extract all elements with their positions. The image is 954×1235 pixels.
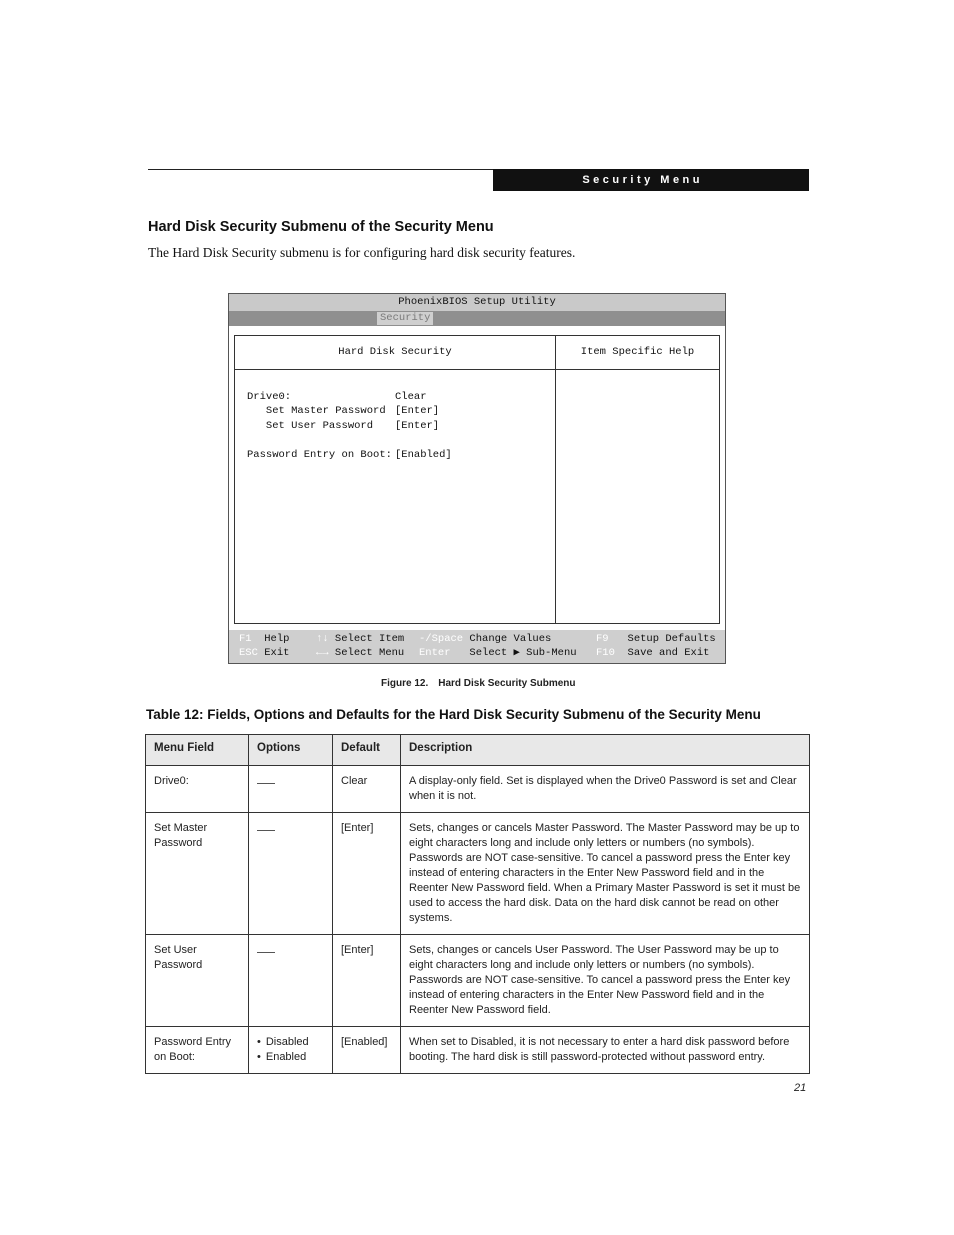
figure-caption-text: Hard Disk Security Submenu bbox=[438, 678, 576, 689]
no-options-dash bbox=[257, 775, 275, 784]
table-row bbox=[146, 766, 810, 813]
table-title: Table 12: Fields, Options and Defaults for the Hard Disk Security Submenu of the Security Menu bbox=[146, 707, 761, 722]
col-header-default: Default bbox=[333, 735, 401, 766]
cell-field: Set Master Password bbox=[146, 813, 249, 935]
figure-number: Figure 12. bbox=[381, 678, 429, 689]
bios-item-drive0-value: Clear bbox=[395, 391, 427, 403]
footer-f1: F1 Help bbox=[239, 633, 290, 645]
header-rule bbox=[148, 169, 493, 170]
bios-item-user-password-value[interactable]: [Enter] bbox=[395, 420, 440, 432]
footer-select-item: ↑↓ Select Item bbox=[316, 633, 405, 645]
bios-screen bbox=[228, 293, 726, 664]
cell-default: Clear bbox=[333, 766, 401, 813]
no-options-dash bbox=[257, 944, 275, 953]
bios-item-drive0-label: Drive0: bbox=[247, 391, 292, 403]
cell-default: [Enter] bbox=[333, 935, 401, 1027]
bios-item-master-password-label[interactable]: Set Master Password bbox=[247, 405, 386, 417]
col-header-options: Options bbox=[249, 735, 333, 766]
option-disabled: • Disabled bbox=[257, 1035, 324, 1050]
bios-panel bbox=[234, 335, 720, 624]
footer-f10: F10 Save and Exit bbox=[596, 647, 710, 659]
cell-field: Set User Password bbox=[146, 935, 249, 1027]
footer-change-values: -/Space Change Values bbox=[419, 633, 552, 645]
bios-item-user-password-label[interactable]: Set User Password bbox=[247, 420, 374, 432]
page-number: 21 bbox=[794, 1082, 807, 1094]
table-header-row bbox=[146, 735, 810, 766]
cell-field: Password Entry on Boot: bbox=[146, 1027, 249, 1074]
section-header-bar: Security Menu bbox=[493, 169, 809, 191]
footer-select-menu: ←→ Select Menu bbox=[316, 647, 405, 659]
bios-item-master-password-value[interactable]: [Enter] bbox=[395, 405, 440, 417]
footer-esc: ESC Exit bbox=[239, 647, 290, 659]
cell-description: When set to Disabled, it is not necessary to enter a hard disk password before booting. The hard disk is still password-protected without password entry. bbox=[401, 1027, 810, 1074]
footer-enter: Enter Select ▶ Sub-Menu bbox=[419, 647, 577, 659]
cell-options bbox=[249, 813, 333, 935]
table-row bbox=[146, 813, 810, 935]
col-header-menu-field: Menu Field bbox=[146, 735, 249, 766]
bios-column-divider bbox=[555, 336, 556, 623]
cell-default: [Enter] bbox=[333, 813, 401, 935]
table-row bbox=[146, 1027, 810, 1074]
cell-description: Sets, changes or cancels Master Password. The Master Password may be up to eight characters long and include only letters or numbers (no symbols). Passwords are NOT case-sensitive. To cancel a password press the Enter key instead of entering characters in the Enter New Password field and in the Reenter New Password field. When a Primary Master Password is set it must be used to access the hard disk. Data on the hard disk cannot be read on other systems. bbox=[401, 813, 810, 935]
fields-table bbox=[145, 734, 810, 1074]
no-options-dash bbox=[257, 822, 275, 831]
bios-title: PhoenixBIOS Setup Utility bbox=[229, 294, 725, 311]
table-row bbox=[146, 935, 810, 1027]
figure-caption bbox=[381, 678, 576, 689]
cell-options bbox=[249, 935, 333, 1027]
intro-paragraph: The Hard Disk Security submenu is for configuring hard disk security features. bbox=[148, 245, 576, 260]
bios-menubar bbox=[229, 311, 725, 326]
cell-default: [Enabled] bbox=[333, 1027, 401, 1074]
cell-options bbox=[249, 766, 333, 813]
cell-options bbox=[249, 1027, 333, 1074]
bios-header-divider bbox=[235, 369, 719, 370]
footer-f9: F9 Setup Defaults bbox=[596, 633, 716, 645]
option-enabled: • Enabled bbox=[257, 1050, 324, 1065]
bios-item-password-boot-value[interactable]: [Enabled] bbox=[395, 449, 452, 461]
bios-left-header: Hard Disk Security bbox=[338, 346, 452, 358]
col-header-description: Description bbox=[401, 735, 810, 766]
bios-help-header: Item Specific Help bbox=[580, 346, 695, 358]
bios-footer bbox=[229, 630, 725, 663]
cell-description: Sets, changes or cancels User Password. The User Password may be up to eight characters long and include only letters or numbers (no symbols). Passwords are NOT case-sensitive. To cancel a password press the Enter key instead of entering characters in the Enter New Password field and in the Reenter New Password field. bbox=[401, 935, 810, 1027]
cell-description: A display-only field. Set is displayed when the Drive0 Password is set and Clear when it is not. bbox=[401, 766, 810, 813]
bios-menu-security[interactable]: Security bbox=[377, 312, 433, 325]
cell-field: Drive0: bbox=[146, 766, 249, 813]
bios-item-password-boot-label[interactable]: Password Entry on Boot: bbox=[247, 449, 392, 461]
section-heading: Hard Disk Security Submenu of the Security Menu bbox=[148, 219, 494, 235]
